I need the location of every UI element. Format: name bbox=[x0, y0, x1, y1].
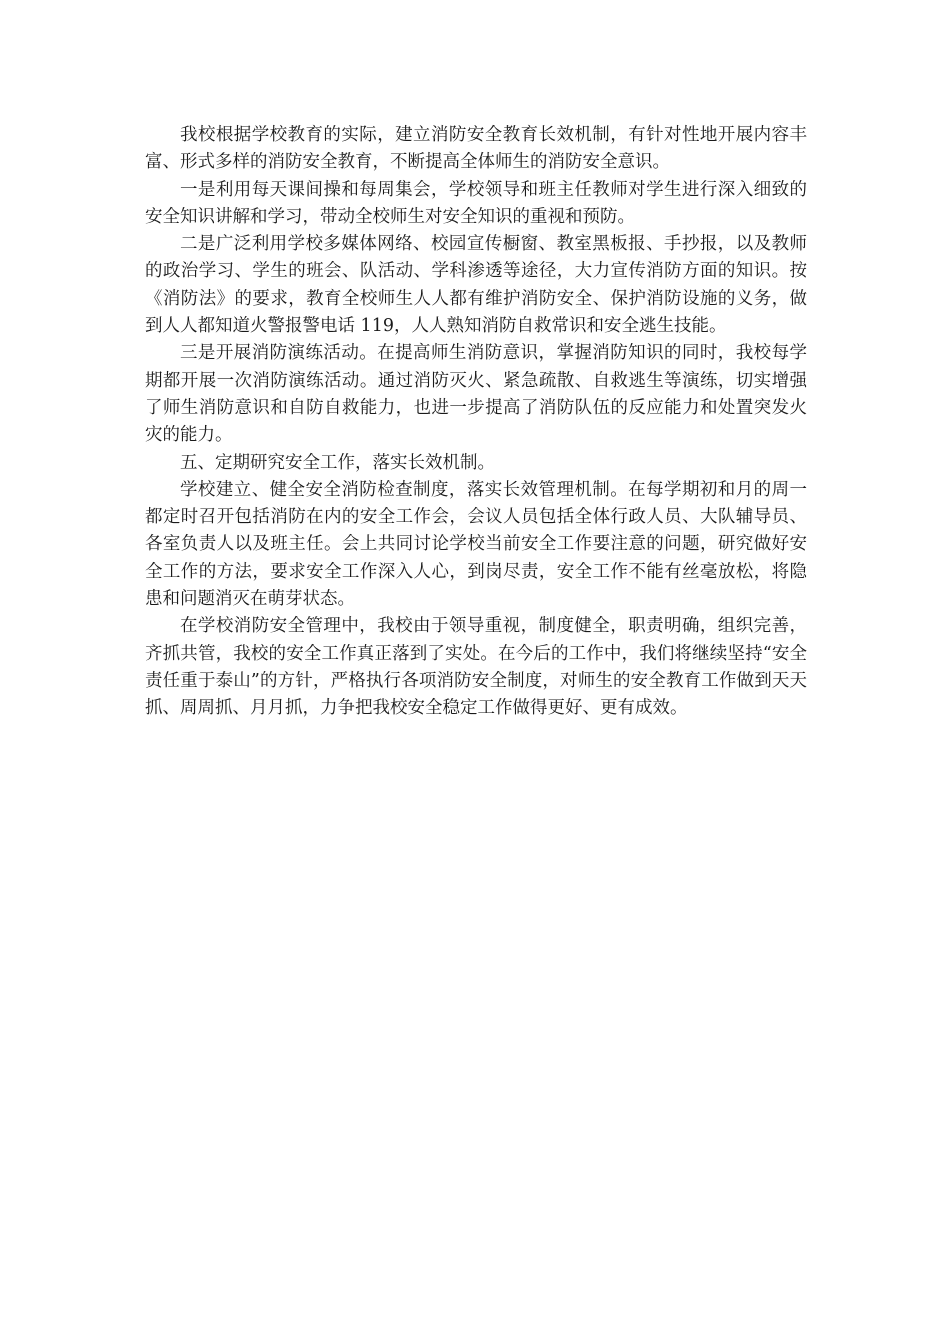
paragraph-point-one: 一是利用每天课间操和每周集会，学校领导和班主任教师对学生进行深入细致的安全知识讲解和学习，带动全校师生对安全知识的重视和预防。 bbox=[145, 179, 807, 227]
paragraph-intro: 我校根据学校教育的实际，建立消防安全教育长效机制，有针对性地开展内容丰富、形式多样的消防安全教育，不断提高全体师生的消防安全意识。 bbox=[145, 125, 807, 173]
section-heading-five: 五、定期研究安全工作，落实长效机制。 bbox=[180, 452, 495, 473]
paragraph-point-three: 三是开展消防演练活动。在提高师生消防意识，掌握消防知识的同时，我校每学期都开展一次消防演练活动。通过消防灭火、紧急疏散、自救逃生等演练，切实增强了师生消防意识和自防自救能力，也进一步提高了消防队伍的反应能力和处置突发火灾的能力。 bbox=[145, 343, 807, 446]
paragraph-safety-meetings: 学校建立、健全安全消防检查制度，落实长效管理机制。在每学期初和月的周一都定时召开包括消防在内的安全工作会，会议人员包括全体行政人员、大队辅导员、各室负责人以及班主任。会上共同讨论学校当前安全工作要注意的问题，研究做好安全工作的方法，要求安全工作深入人心，到岗尽责，安全工作不能有丝毫放松，将隐患和问题消灭在萌芽状态。 bbox=[145, 479, 807, 610]
paragraph-conclusion: 在学校消防安全管理中，我校由于领导重视，制度健全，职责明确，组织完善，齐抓共管，我校的安全工作真正落到了实处。在今后的工作中，我们将继续坚持“安全责任重于泰山”的方针，严格执行各项消防安全制度，对师生的安全教育工作做到天天抓、周周抓、月月抓，力争把我校安全稳定工作做得更好、更有成效。 bbox=[145, 616, 807, 719]
document-body bbox=[145, 122, 807, 723]
paragraph-point-two: 二是广泛利用学校多媒体网络、校园宣传橱窗、教室黑板报、手抄报，以及教师的政治学习、学生的班会、队活动、学科渗透等途径，大力宣传消防方面的知识。按《消防法》的要求，教育全校师生人人都有维护消防安全、保护消防设施的义务，做到人人都知道火警报警电话 119，人人熟知消防自救常识和安全逃生技能。 bbox=[145, 234, 807, 337]
